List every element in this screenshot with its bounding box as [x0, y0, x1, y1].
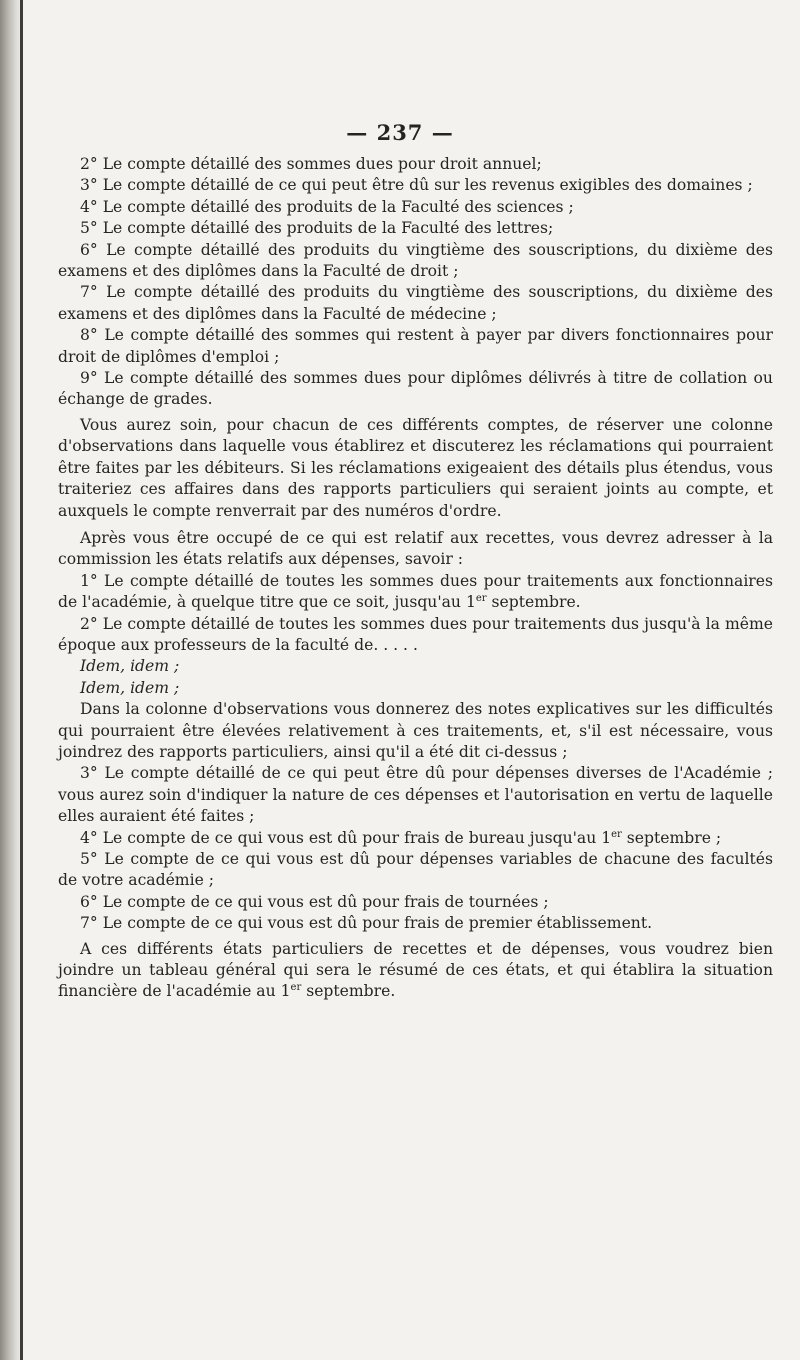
paragraph-dep-3: 3° Le compte détaillé de ce qui peut être dû pour dépenses diverses de l'Académie ; vous aurez soin d'indiquer la nature de ces dépenses et l'autorisation en vertu de laquelle elles auraient été faites ;	[58, 764, 773, 826]
paragraph-dep-1: 1° Le compte détaillé de toutes les sommes dues pour traitements aux fonctionnaires de l'académie, à quelque titre que ce soit, jusqu'au 1er septembre.	[58, 571, 773, 612]
paragraph-item-7: 7° Le compte détaillé des produits du vingtième des souscriptions, du dixième des examens et des diplômes dans la Faculté de médecine ;	[58, 283, 773, 323]
paragraph-item-3: 3° Le compte détaillé de ce qui peut être dû sur les revenus exigibles des domaines ;	[80, 176, 753, 195]
paragraph-observations-depenses: Dans la colonne d'observations vous donnerez des notes explicatives sur les difficultés qui pourraient être élevées relativement à ces traitements, et, s'il est nécessaire, vous joindrez des rapports particuliers, ainsi qu'il a été dit ci-dessus ;	[58, 700, 773, 761]
paragraph-item-5: 5° Le compte détaillé des produits de la Faculté des lettres;	[80, 219, 554, 238]
paragraph-item-9: 9° Le compte détaillé des sommes dues pour diplômes délivrés à titre de collation ou échange de grades.	[58, 369, 773, 409]
binding-line	[20, 0, 23, 1360]
paragraph-dep-2: 2° Le compte détaillé de toutes les sommes dues pour traitements dus jusqu'à la même époque aux professeurs de la faculté de. . . . .	[58, 614, 773, 654]
paragraph-dep-6: 6° Le compte de ce qui vous est dû pour frais de tournées ;	[80, 892, 549, 911]
paragraph-observations-recettes: Vous aurez soin, pour chacun de ces différents comptes, de réserver une colonne d'observations dans laquelle vous établirez et discuterez les réclamations qui pourraient être faites par les débiteurs. Si les réclamations exigeaient des détails plus étendus, vous traiteriez ces affaires dans des rapports particuliers qui seraient joints au compte, et auxquels le compte renverrait par des numéros d'ordre.	[58, 415, 773, 520]
paragraph-item-2: 2° Le compte détaillé des sommes dues pour droit annuel;	[80, 155, 542, 173]
paragraph-item-6: 6° Le compte détaillé des produits du vingtième des souscriptions, du dixième des examens et des diplômes dans la Faculté de droit ;	[58, 240, 773, 281]
binding-edge	[0, 0, 22, 1360]
page-number: — 237 —	[346, 120, 454, 145]
paragraph-dep-4: 4° Le compte de ce qui vous est dû pour frais de bureau jusqu'au 1er septembre ;	[80, 828, 722, 847]
paragraph-dep-7: 7° Le compte de ce qui vous est dû pour frais de premier établissement.	[80, 914, 653, 933]
paragraph-item-4: 4° Le compte détaillé des produits de la Faculté des sciences ;	[80, 197, 574, 216]
paragraph-idem-1: Idem, idem ;	[80, 657, 180, 676]
paragraph-idem-2: Idem, idem ;	[80, 678, 180, 697]
body-text	[58, 154, 773, 1003]
paragraph-tableau-general: A ces différents états particuliers de recettes et de dépenses, vous voudrez bien joindre un tableau général qui sera le résumé de ces états, et qui établira la situation financière de l'académie au 1er septembre.	[58, 939, 773, 1001]
paragraph-dep-5: 5° Le compte de ce qui vous est dû pour dépenses variables de chacune des facultés de votre académie ;	[58, 850, 773, 890]
paragraph-item-8: 8° Le compte détaillé des sommes qui restent à payer par divers fonctionnaires pour droit de diplômes d'emploi ;	[58, 326, 773, 366]
paragraph-apres-recettes: Après vous être occupé de ce qui est relatif aux recettes, vous devrez adresser à la commission les états relatifs aux dépenses, savoir :	[58, 528, 773, 569]
